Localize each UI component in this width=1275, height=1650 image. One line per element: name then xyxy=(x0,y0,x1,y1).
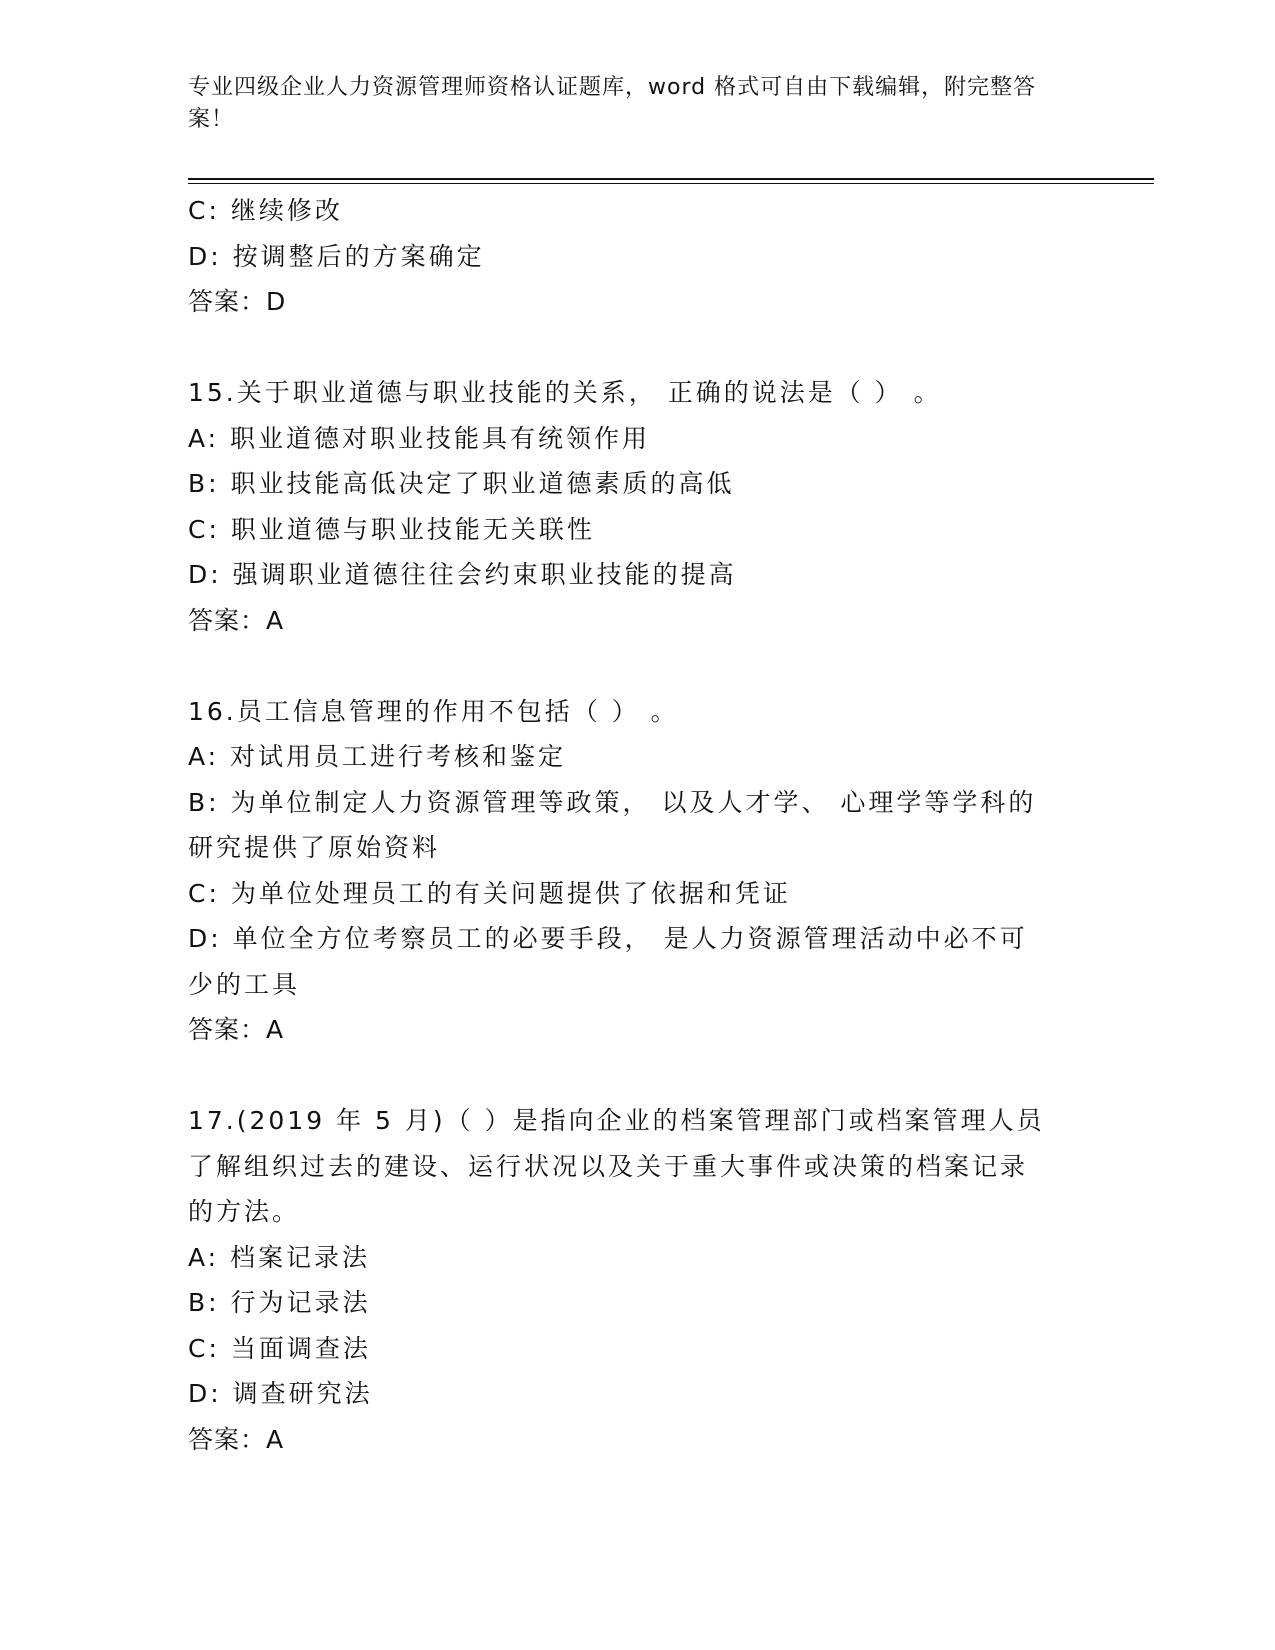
question-16 xyxy=(188,689,1088,1053)
q16-option-c: C: 为单位处理员工的有关问题提供了依据和凭证 xyxy=(188,878,791,908)
q16-option-a: A: 对试用员工进行考核和鉴定 xyxy=(188,742,567,771)
q16-option-b-line1: B: 为单位制定人力资源管理等政策， 以及人才学、 心理学等学科的 xyxy=(188,787,1037,817)
q15-option-c: C: 职业道德与职业技能无关联性 xyxy=(188,514,595,544)
q16-option-b-line2: 研究提供了原始资料 xyxy=(188,833,441,862)
question-list xyxy=(188,188,1088,1462)
q14-answer: 答案：D xyxy=(188,287,287,316)
q17-option-d: D: 调查研究法 xyxy=(188,1379,373,1408)
q17-option-b: B: 行为记录法 xyxy=(188,1288,371,1317)
q16-option-d-line2: 少的工具 xyxy=(188,969,301,999)
header-note: 专业四级企业人力资源管理师资格认证题库，word 格式可自由下载编辑，附完整答案！ xyxy=(188,75,1037,132)
q17-option-a: A: 档案记录法 xyxy=(188,1242,371,1272)
q15-answer: 答案：A xyxy=(188,605,285,635)
header-rule-thin xyxy=(188,183,1154,184)
q15-option-a: A: 职业道德对职业技能具有统领作用 xyxy=(188,423,651,453)
question-14 xyxy=(188,188,1088,325)
q15-option-b: B: 职业技能高低决定了职业道德素质的高低 xyxy=(188,469,735,498)
spacer xyxy=(188,325,1088,371)
q16-stem: 16.员工信息管理的作用不包括（ ） 。 xyxy=(188,696,679,726)
q17-answer: 答案：A xyxy=(188,1424,285,1454)
q15-stem: 15.关于职业道德与职业技能的关系， 正确的说法是（ ） 。 xyxy=(188,378,942,407)
spacer xyxy=(188,643,1088,689)
spacer xyxy=(188,1053,1088,1099)
q17-option-c: C: 当面调查法 xyxy=(188,1333,371,1363)
q17-stem-line3: 的方法。 xyxy=(188,1197,301,1226)
q15-option-d: D: 强调职业道德往往会约束职业技能的提高 xyxy=(188,560,737,589)
q14-option-c: C: 继续修改 xyxy=(188,196,343,225)
q16-option-d-line1: D: 单位全方位考察员工的必要手段， 是人力资源管理活动中必不可 xyxy=(188,924,1028,953)
q14-option-d: D: 按调整后的方案确定 xyxy=(188,241,485,271)
header-rule-thick xyxy=(188,178,1154,180)
q16-answer: 答案：A xyxy=(188,1015,285,1044)
q17-stem-line1: 17.(2019 年 5 月)（ ）是指向企业的档案管理部门或档案管理人员 xyxy=(188,1106,1045,1135)
question-15 xyxy=(188,370,1088,643)
question-17 xyxy=(188,1098,1088,1462)
q17-stem-line2: 了解组织过去的建设、运行状况以及关于重大事件或决策的档案记录 xyxy=(188,1151,1029,1181)
